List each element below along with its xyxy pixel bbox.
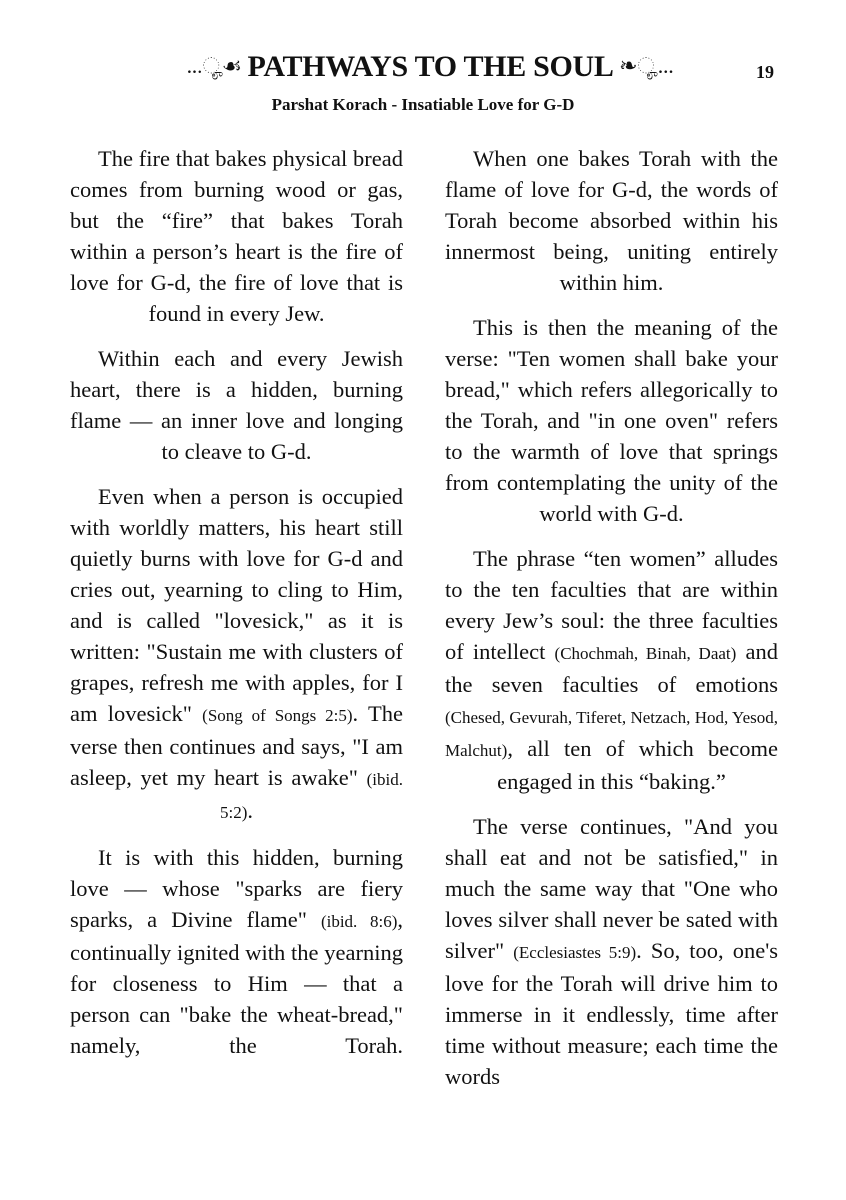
- text-segment: When one bakes Torah with the flame of love for G-d, the words of Torah become absorbed within his innermost being, uniting entirely within him.: [445, 146, 778, 295]
- text-segment: . The verse then continues and says, "I am asleep, yet my heart is awake": [70, 701, 404, 790]
- paragraph: [445, 811, 778, 1092]
- book-title: PATHWAYS TO THE SOUL: [247, 50, 612, 83]
- paragraph: [445, 312, 778, 529]
- paragraph: [445, 543, 778, 797]
- text-segment: The phrase “ten women” alludes to the ten faculties that are within every Jew’s soul: the three faculties of intellect: [445, 546, 778, 664]
- text-segment: It is with this hidden, burning love — whose "sparks are fiery sparks, a Divine flame": [70, 845, 403, 932]
- left-column: [70, 143, 403, 1075]
- text-segment: Even when a person is occupied with worldly matters, his heart still quietly burns with love for G-d and cries out, yearning to cling to Him, and is called "lovesick," as it is written: "Sustain me with clusters of grapes, refresh me with apples, for I am lovesick": [70, 484, 403, 726]
- text-segment: , all ten of which become engaged in this “baking.”: [497, 736, 778, 794]
- text-segment: Within each and every Jewish heart, there is a hidden, burning flame — an inner love and longing to cleave to G-d.: [70, 346, 403, 464]
- ornament-left-icon: ...ೄ☙: [186, 53, 241, 78]
- citation: (Ecclesiastes 5:9): [513, 943, 637, 962]
- text-segment: The fire that bakes physical bread comes from burning wood or gas, but the “fire” that bakes Torah within a person’s heart is the fire of love for G-d, the fire of love that is found in every Jew.: [70, 146, 403, 326]
- citation: (Chochmah, Binah, Daat): [554, 644, 737, 663]
- citation: (ibid. 8:6): [320, 912, 398, 931]
- paragraph: [70, 343, 403, 467]
- citation: (ibid. 5:2): [219, 770, 403, 822]
- right-column: [445, 143, 778, 1106]
- text-segment: The verse continues, "And you shall eat and not be satisfied," in much the same way that "One who loves silver shall never be sated with silver": [445, 814, 778, 963]
- citation: (Song of Songs 2:5): [202, 706, 353, 725]
- ornament-right-icon: ❧ೄ...: [619, 53, 674, 78]
- text-segment: . So, too, one's love for the Torah will drive him to immerse in it endlessly, time after time without measure; each time the words: [445, 938, 778, 1089]
- paragraph: [70, 481, 403, 828]
- text-segment: and the seven faculties of emotions: [445, 639, 778, 697]
- paragraph: [445, 143, 778, 298]
- text-segment: This is then the meaning of the verse: "Ten women shall bake your bread," which refers allegorically to the Torah, and "in one oven" refers to the warmth of love that springs from contemplating the unity of the world with G-d.: [445, 315, 778, 526]
- citation: (Chesed, Gevurah, Tiferet, Netzach, Hod, Yesod, Malchut): [445, 708, 778, 760]
- paragraph: [70, 842, 403, 1061]
- paragraph: [70, 143, 403, 329]
- chapter-subtitle: Parshat Korach - Insatiable Love for G-D: [271, 95, 575, 114]
- page-number: 19: [756, 62, 774, 82]
- text-segment: , continually ignited with the yearning for closeness to Him — that a person can "bake the wheat-bread," namely, the Torah.: [70, 907, 403, 1058]
- text-segment: .: [247, 798, 253, 823]
- running-title: [130, 50, 730, 84]
